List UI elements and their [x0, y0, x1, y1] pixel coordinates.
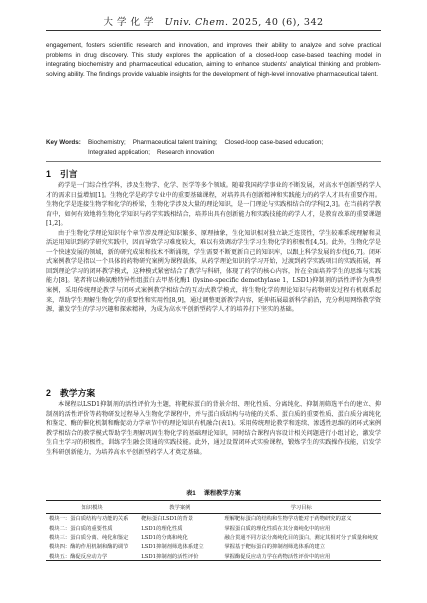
table-row — [46, 542, 381, 551]
journal-title-zh: 大 学 化 学 — [103, 17, 154, 28]
journal-title-en: Univ. Chem. — [164, 17, 229, 28]
table-1-number: 表1 — [186, 490, 196, 497]
table-row — [46, 551, 381, 560]
table-cell: 模块三：蛋白质分离、纯化和鉴定 — [49, 534, 129, 541]
section-2-title: 教学方案 — [60, 388, 96, 398]
section-2-number: 2 — [46, 388, 51, 398]
table-cell: 掌握酶促反应动力学在药物活性评价中的应用 — [221, 551, 381, 560]
table-cell: 模块四：酶的作用机制和酶的调节 — [49, 544, 129, 551]
section-2-heading — [46, 386, 95, 399]
table-cell: 掌握基于靶标蛋白的抑制剂筛选体系的建立 — [224, 544, 326, 551]
table-row — [46, 514, 381, 523]
keywords-block — [46, 138, 381, 157]
section-1-title: 引言 — [60, 169, 78, 179]
section-1-heading — [46, 167, 78, 180]
section-1-body — [46, 181, 381, 315]
table-row — [46, 532, 381, 541]
table-header-cell: 知识模块 — [46, 501, 138, 514]
journal-citation: 2025, 40 (6), 342 — [232, 17, 324, 28]
table-cell: LSD1抑制剂的活性评价 — [138, 551, 221, 560]
section-1-paragraph: 由于生物化学理论知识每个章节涉及理论知识繁多、原理抽象，生化知识相对独立缺乏连贯性，学生较难系统理解和灵活运用知识到药学研究实践中，因而导致学习难度较大，难以有效调动学生学习生物化学的积极性[4,5]。此外，生物化学是一个快速发展的领域，新的研究成果和技术不断涌现，学生需要不断更新自己的知识库，以跟上科学发展的步伐[6,7]。闭环式案例教学是指以一个具体的药物研究案例为课程载体，从药学理论知识的学习开始，过渡到药学实践项目的实践拓展，再回到理论学习的闭环教学模式，这种模式紧密结合了教学与科研，体现了药学的核心内容，旨在全面培养学生的思维与实践能力[8]。笔者将以赖氨酸特异性组蛋白去甲基化酶1 (lysine-specific demethylase 1，LSD1)抑制剂的活性评价为典型案例，采用传统理论教学与闭环式案例教学相结合的互动式教学模式，将生物化学的理论知识与药物研发过程有机联系起来，帮助学生理解生物化学的重要性和实用性[8,9]，通过调整更新教学内容，延伸拓展最新科学前沿，充分利用网络教学资源，激发学生的学习兴趣和探索精神，为成为高水平创新型药学人才的培养打下坚实的基础。 — [46, 229, 381, 314]
section-2-paragraph: 本课程以LSD1抑制剂的活性评价为主题，将靶标蛋白的背景介绍、理化性质、分离纯化、抑制剂筛选平台的建立、抑制剂的活性评价等药物研发过程导入生物化学课程中，并与蛋白质结构与功能的关系、蛋白质的重要性质、蛋白质分离纯化和鉴定、酶的催化机制和酶促动力学章节中的理论知识有机融合(表1)。采用传统理论教学和连续、渗透性思维的闭环式案例教学相结合的教学模式帮助学生理解巩固生物化学的基础理论知识，同时结合课程内容设计相关问题进行小组讨论，激发学生自主学习的积极性，训练学生融会贯通的实践技能。此外，通过设置闭环式实验课程，锻炼学生的实践操作技能，启发学生科研创新能力，为培养高水平创新型药学人才奠定基础。 — [46, 401, 381, 456]
keywords-line-1: Biochemistry; Pharmaceutical talent training; Closed-loop case-based education; — [88, 139, 324, 146]
section-2-body — [46, 400, 381, 457]
table-cell: LSD1的理化性质 — [141, 525, 183, 532]
table-header-row — [46, 501, 381, 514]
table-header-cell: 学习目标 — [221, 501, 381, 514]
table-cell: 模块一：蛋白质结构与功能的关系 — [49, 516, 129, 523]
table-cell: LSD1抑制剂筛选体系建立 — [141, 544, 204, 551]
table-cell: 理解靶标蛋白的结构和生物学功能对于药物研究的意义 — [224, 516, 352, 523]
table-cell: 掌握蛋白质的理化性质在其分离纯化中的应用 — [224, 525, 331, 532]
keywords-label: Key Words: — [46, 139, 81, 146]
section-1-number: 1 — [46, 169, 51, 179]
course-plan-table — [46, 500, 381, 561]
table-header-cell: 教学案例 — [138, 501, 221, 514]
running-head — [0, 14, 427, 28]
keywords-line-2: Integrated application; Research innovation — [88, 148, 215, 156]
table-cell: LSD1的分离和纯化 — [141, 534, 188, 541]
table-1-title: 课程教学方案 — [203, 490, 241, 497]
table-cell: 模块五：酶促反应动力学 — [46, 551, 138, 560]
table-cell: 模块二：蛋白质的重要性质 — [49, 525, 113, 532]
keywords-rule — [46, 161, 381, 162]
section-1-paragraph: 药学是一门综合性学科，涉及生物学、化学、医学等多个领域。随着我国药学事业的不断发展，对高水平创新型药学人才的需求日益增加[1]。生物化学是药学专业中的重要基础课程，对培养具有创新精神和实践能力的药学人才具有重要作用。生物化学是连接生物学和化学的桥梁，生物化学涉及大量的理论知识，是一门理论与实践相结合的学科[2,3]。在当前药学教育中，如何有效地将生物化学知识与药学实践相结合，培养出具有创新能力和实践技能的药学人才，是教育改革的重要课题[1,2]。 — [46, 182, 381, 228]
table-cell: 融合贯通不同方法分离纯化目的蛋白，测定其相对分子质量和纯度 — [224, 534, 378, 541]
header-rule — [46, 30, 381, 31]
table-1-caption — [0, 488, 427, 497]
table-row — [46, 523, 381, 532]
english-abstract: engagement, fosters scientific research and innovation, and improves their ability to analyze and solve practical problems in drug discovery. This study explores the application of a closed-loop case-based teaching model in integrating biochemistry and pharmaceutical education, aiming to enhance students’ analytical thinking and problem-solving ability. The findings provide valuable insights for the development of high-level innovative pharmaceutical talent. — [46, 42, 381, 78]
table-cell: 靶标蛋白LSD1的背景 — [141, 516, 194, 523]
